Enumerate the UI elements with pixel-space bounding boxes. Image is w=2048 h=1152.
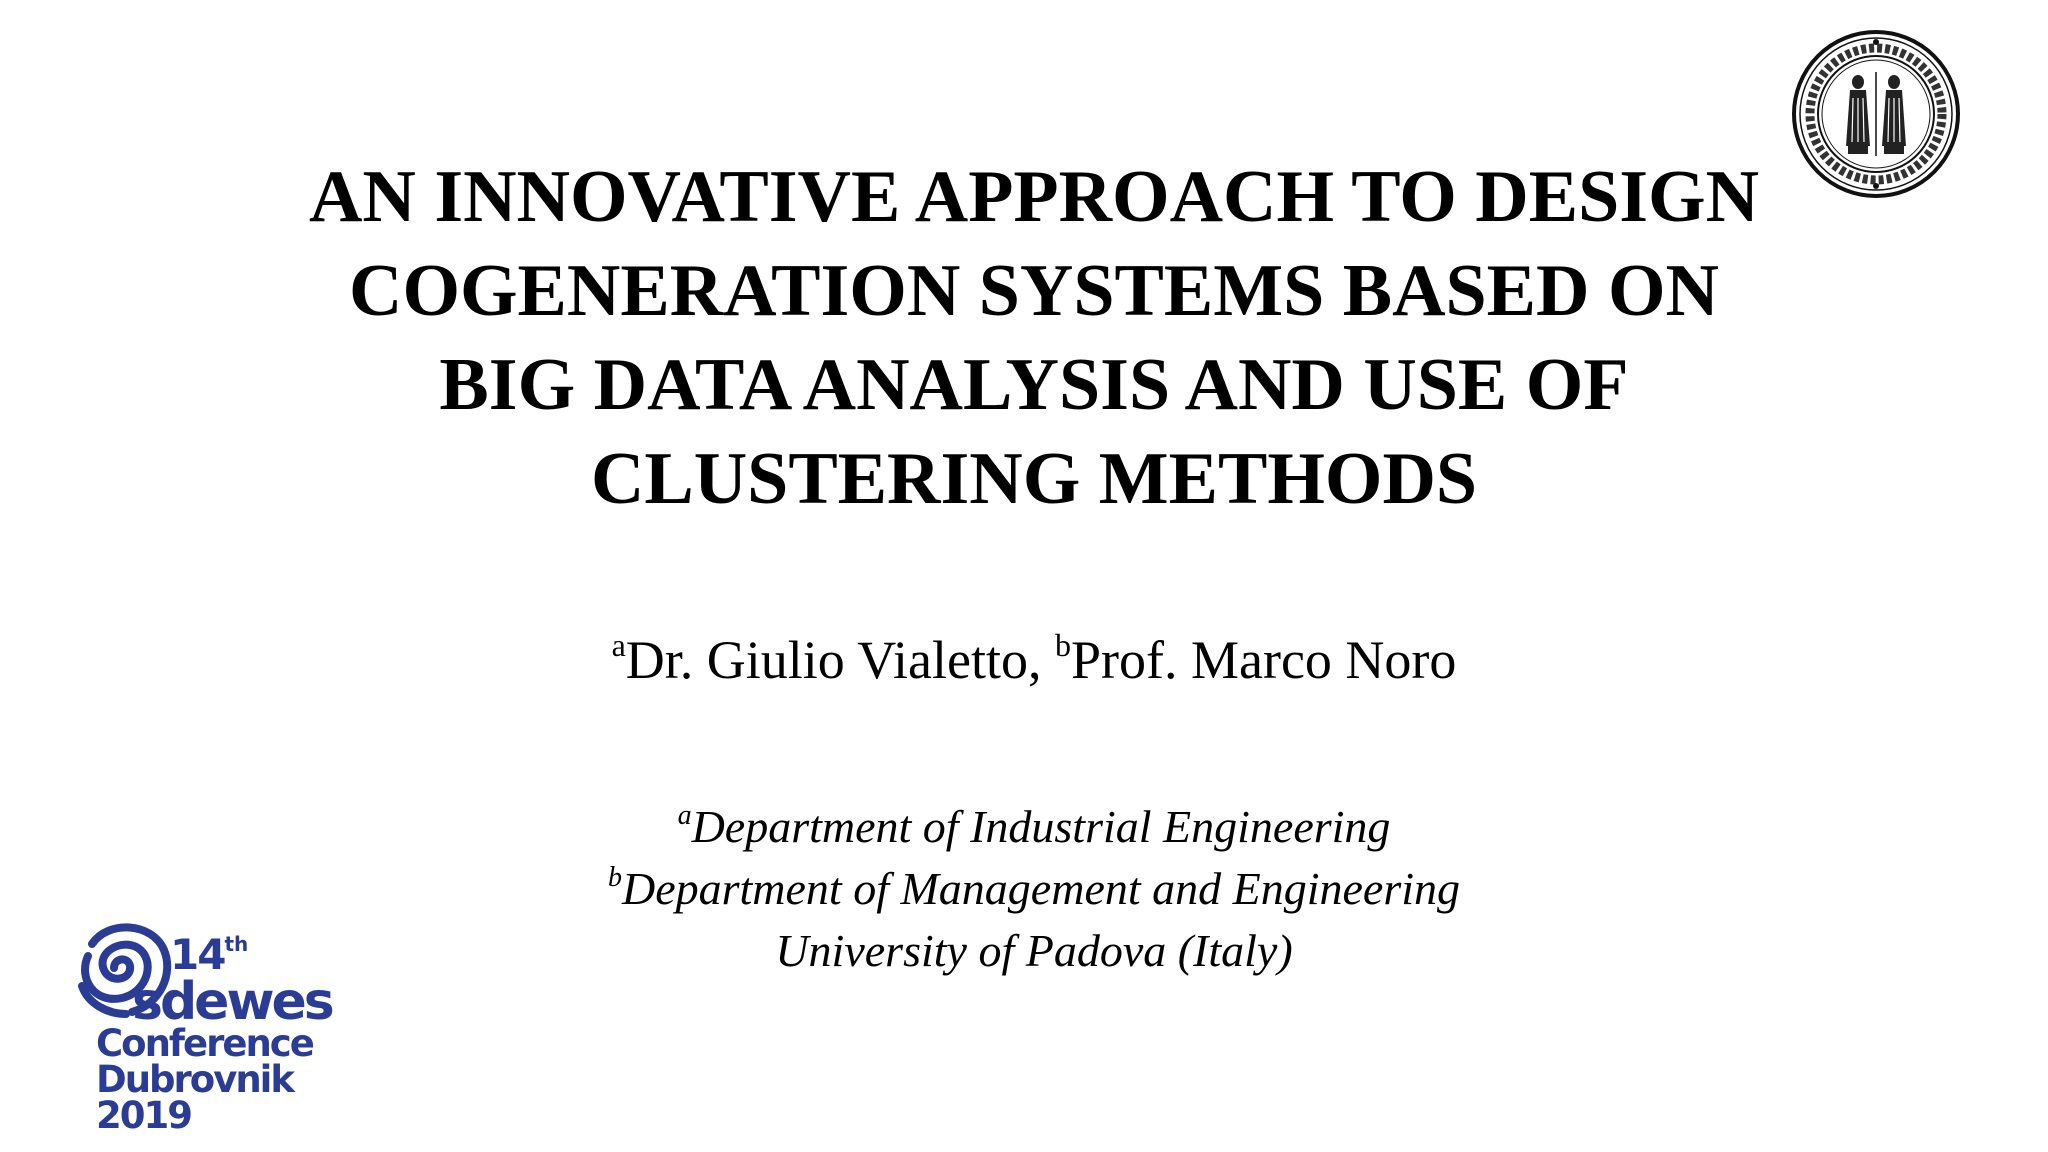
author-b-name: Prof. Marco Noro [1071,630,1457,690]
author-a-name: Dr. Giulio Vialetto, [625,630,1055,690]
affiliation-a-marker: a [677,800,692,831]
affiliation-a-text: Department of Industrial Engineering [691,801,1391,852]
edition-number: 14 [170,930,225,979]
affiliation-b-text: Department of Management and Engineering [621,863,1461,914]
author-b-marker: b [1055,627,1071,663]
authors-line [300,625,1768,695]
edition-suffix: th [224,932,249,956]
conference-year: 2019 [96,1094,191,1137]
title-line: COGENERATION SYSTEMS BASED ON [349,250,1719,332]
conference-brand: sdewes [132,972,332,1032]
presentation-title [180,150,1888,526]
affiliations [300,796,1768,982]
title-line: BIG DATA ANALYSIS AND USE OF [439,344,1629,426]
conference-edition [170,930,249,979]
title-line: AN INNOVATIVE APPROACH TO DESIGN [308,156,1760,238]
conference-label: Conference [96,1022,313,1065]
conference-logo [52,900,342,1135]
conference-city: Dubrovnik [96,1058,293,1101]
affiliation-a [300,796,1768,858]
university-name: University of Padova (Italy) [775,925,1293,976]
affiliation-b-marker: b [607,862,622,893]
affiliation-b [300,858,1768,920]
author-a-marker: a [611,627,626,663]
title-line: CLUSTERING METHODS [590,438,1478,520]
